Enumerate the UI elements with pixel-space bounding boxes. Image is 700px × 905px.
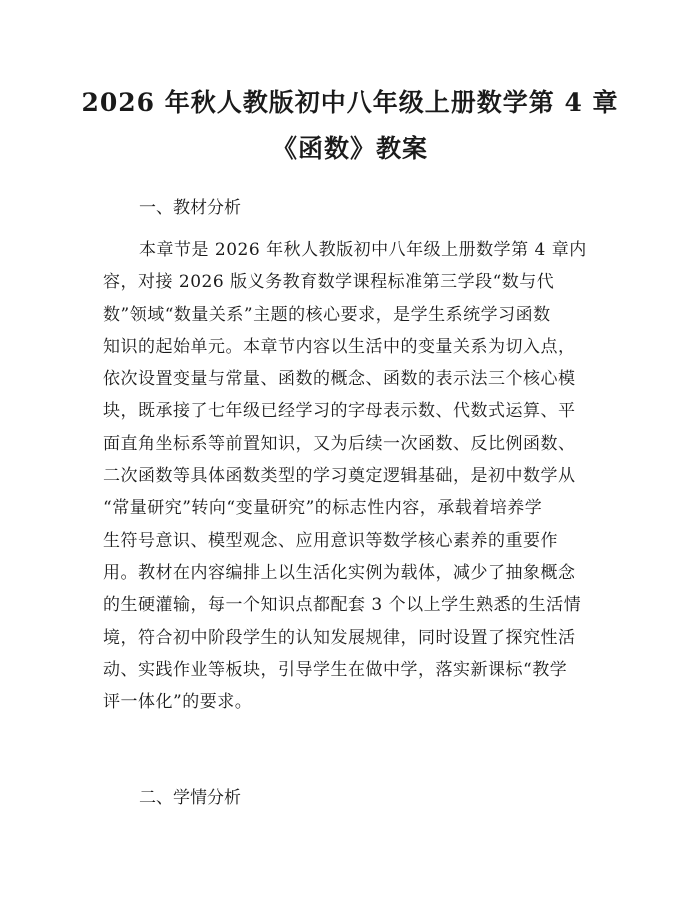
section-heading-learner-analysis: 二、学情分析 bbox=[139, 788, 241, 808]
section-paragraph-textbook-analysis bbox=[103, 234, 603, 718]
paragraph-line: 容，对接 2026 版义务教育数学课程标准第三学段“数与代 bbox=[103, 272, 555, 293]
paragraph-line: 数”领域“数量关系”主题的核心要求，是学生系统学习函数 bbox=[103, 304, 551, 325]
document-title-line-1: 2026 年秋人教版初中八年级上册数学第 4 章 bbox=[81, 88, 619, 117]
paragraph-line: 评一体化”的要求。 bbox=[103, 692, 253, 713]
paragraph-line: 本章节是 2026 年秋人教版初中八年级上册数学第 4 章内 bbox=[139, 240, 587, 260]
section-heading-textbook-analysis: 一、教材分析 bbox=[139, 198, 241, 218]
document-title-line-2: 《函数》教案 bbox=[271, 134, 428, 163]
paragraph-line: 动、实践作业等板块，引导学生在做中学，落实新课标“教学 bbox=[103, 659, 568, 680]
paragraph-line: 面直角坐标系等前置知识，又为后续一次函数、反比例函数、 bbox=[103, 433, 576, 454]
paragraph-line: 的生硬灌输，每一个知识点都配套 3 个以上学生熟悉的生活情 bbox=[103, 595, 582, 616]
paragraph-line: 生符号意识、模型观念、应用意识等数学核心素养的重要作 bbox=[103, 530, 558, 551]
paragraph-line: 依次设置变量与常量、函数的概念、函数的表示法三个核心模 bbox=[103, 369, 576, 390]
paragraph-line: 二次函数等具体函数类型的学习奠定逻辑基础，是初中数学从 bbox=[103, 466, 576, 487]
paragraph-line: 用。教材在内容编排上以生活化实例为载体，减少了抽象概念 bbox=[103, 562, 576, 583]
paragraph-line: “常量研究”转向“变量研究”的标志性内容，承载着培养学 bbox=[103, 498, 543, 519]
paragraph-line: 知识的起始单元。本章节内容以生活中的变量关系为切入点， bbox=[103, 336, 576, 357]
paragraph-line: 块，既承接了七年级已经学习的字母表示数、代数式运算、平 bbox=[103, 401, 576, 422]
paragraph-line: 境，符合初中阶段学生的认知发展规律，同时设置了探究性活 bbox=[103, 627, 576, 648]
